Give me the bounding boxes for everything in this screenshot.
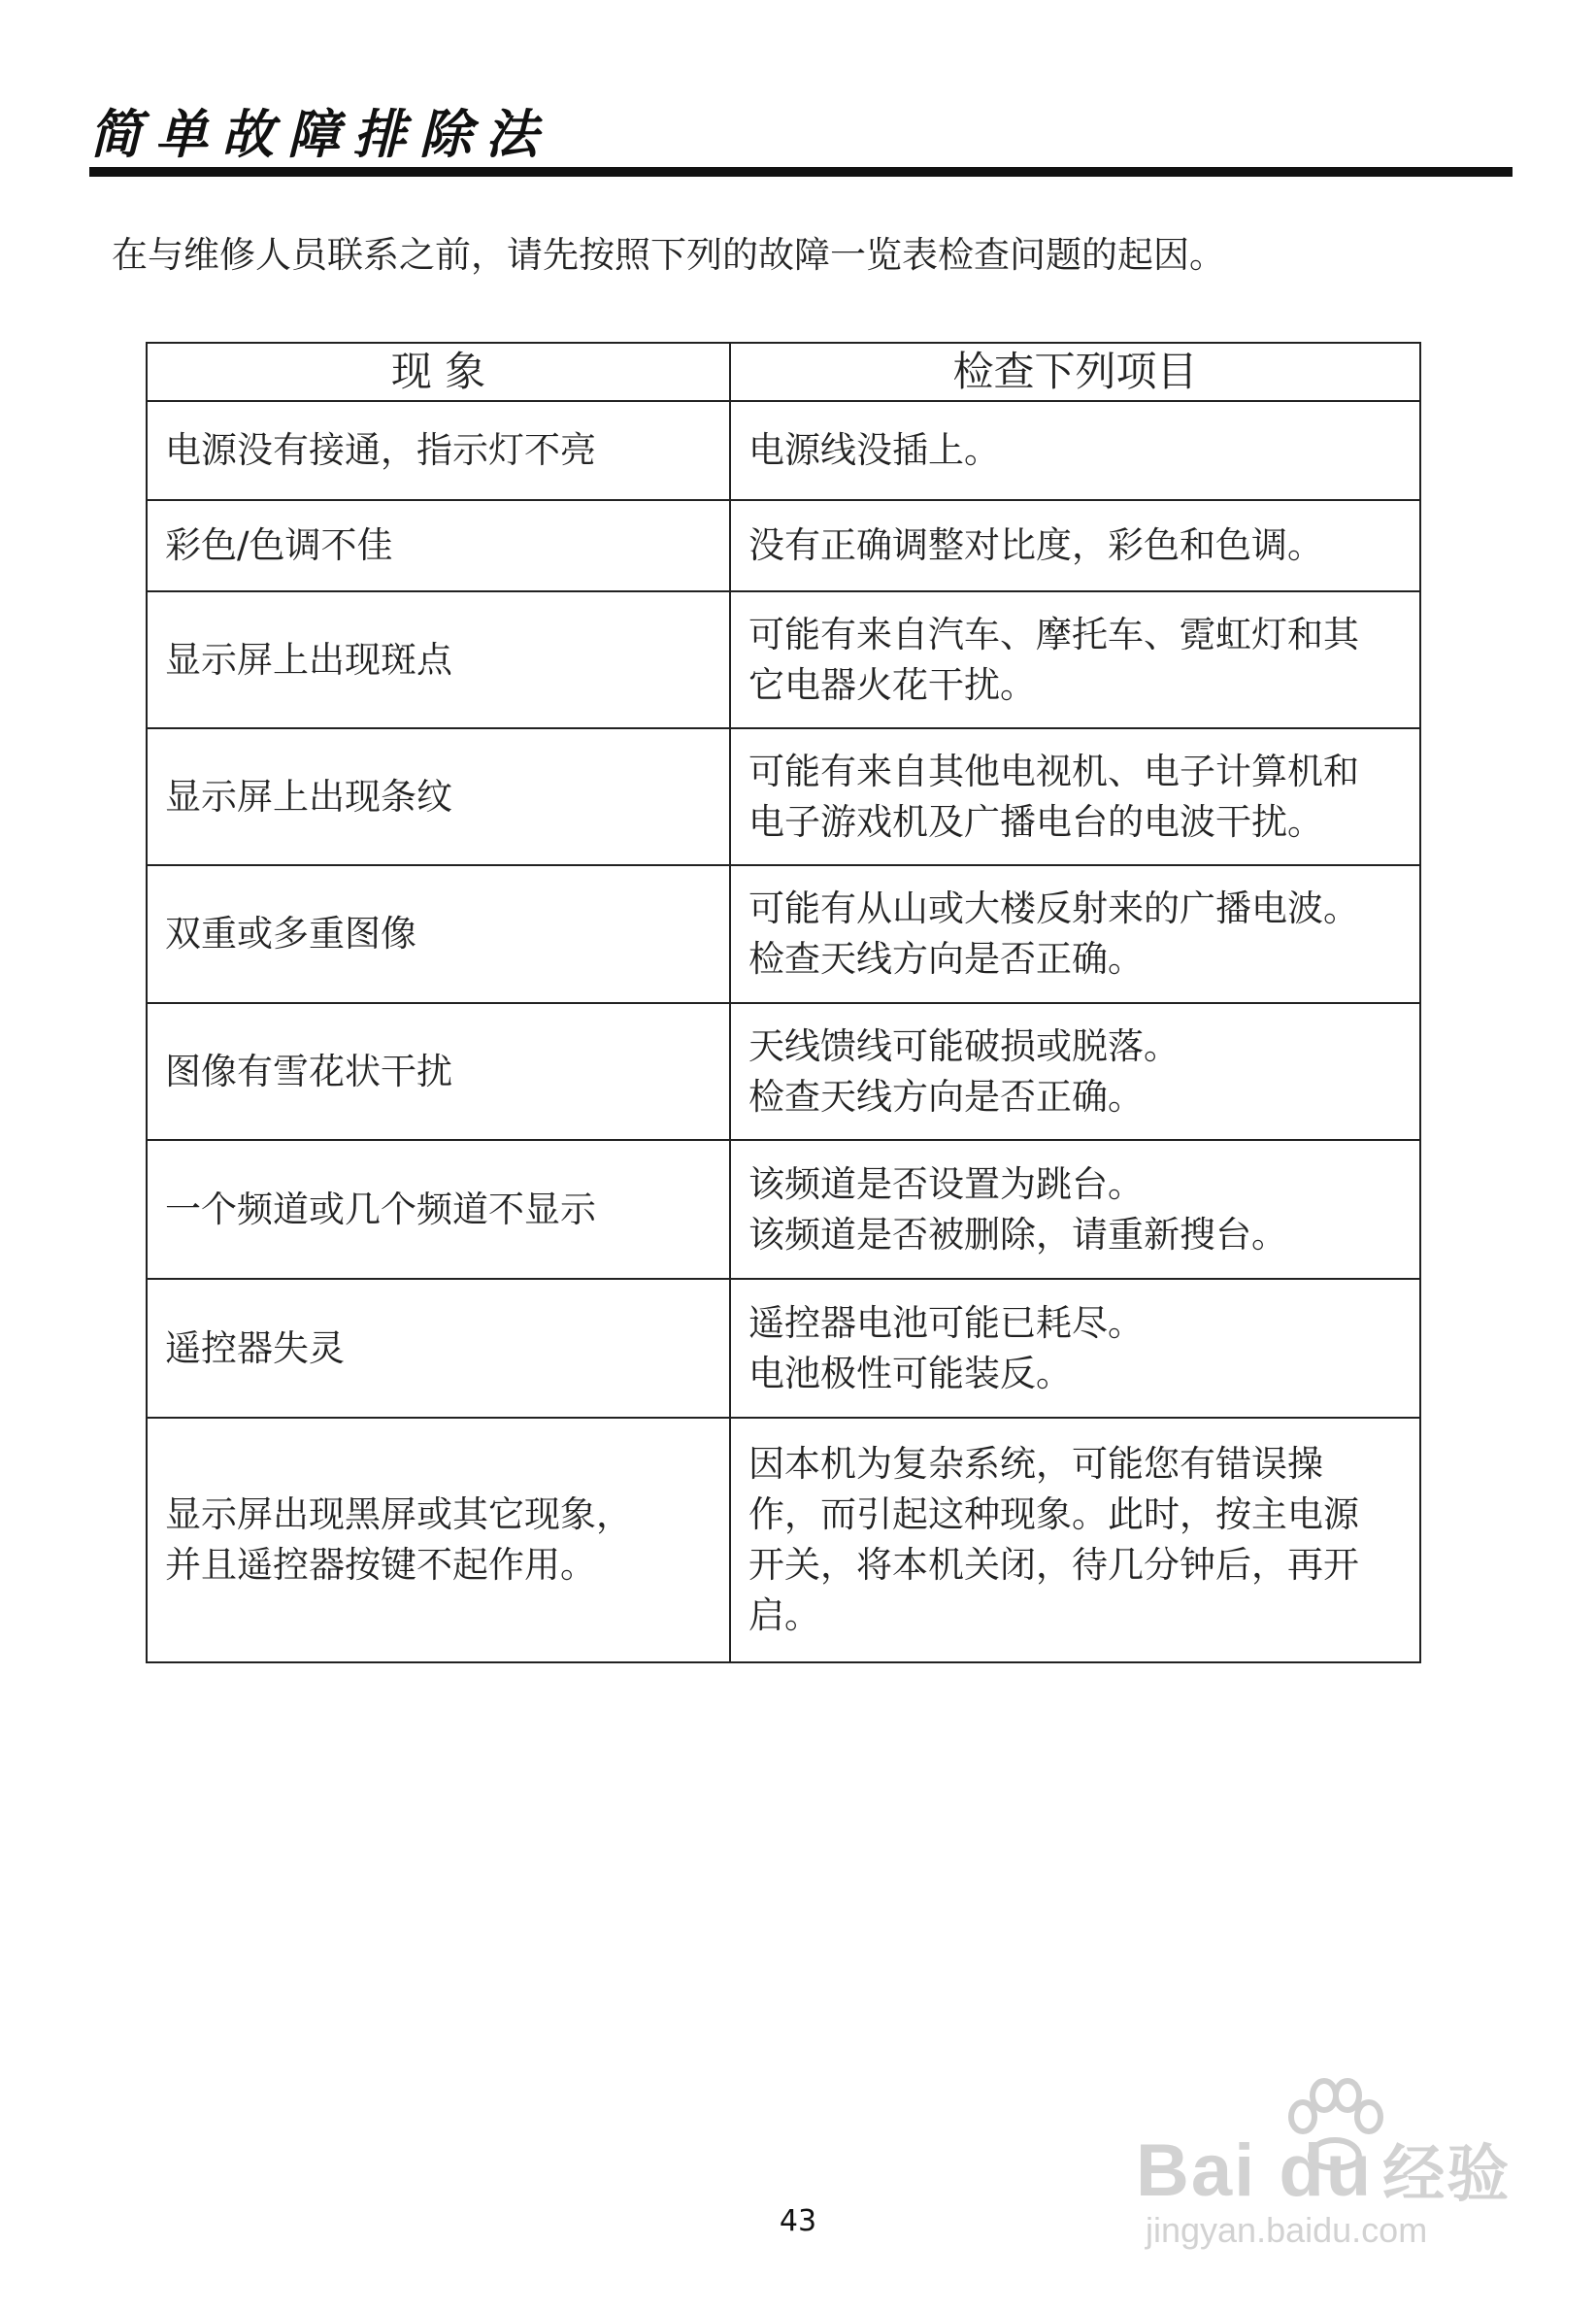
table-row <box>147 728 1420 865</box>
watermark-brand-name: Bai du <box>1136 2129 1374 2212</box>
header-check-items: 检查下列项目 <box>730 343 1420 401</box>
symptom-cell: 双重或多重图像 <box>147 865 730 1003</box>
table-row <box>147 401 1420 500</box>
intro-text: 在与维修人员联系之前，请先按照下列的故障一览表检查问题的起因。 <box>112 234 1225 276</box>
page-title: 简单故障排除法 <box>89 103 551 165</box>
symptom-cell: 显示屏上出现条纹 <box>147 728 730 865</box>
check-cell: 因本机为复杂系统，可能您有错误操 作，而引起这种现象。此时，按主电源 开关，将本机关闭，待几分钟后，再开 启。 <box>730 1418 1420 1662</box>
symptom-cell: 图像有雪花状干扰 <box>147 1003 730 1140</box>
symptom-cell: 显示屏上出现斑点 <box>147 591 730 728</box>
table-row <box>147 1140 1420 1279</box>
title-divider <box>89 167 1513 177</box>
check-cell: 该频道是否设置为跳台。 该频道是否被删除，请重新搜台。 <box>730 1140 1420 1279</box>
symptom-cell: 遥控器失灵 <box>147 1279 730 1418</box>
table-row <box>147 1003 1420 1140</box>
table-row <box>147 865 1420 1003</box>
check-cell: 电源线没插上。 <box>730 401 1420 500</box>
header-symptom: 现 象 <box>147 343 730 401</box>
symptom-cell: 电源没有接通，指示灯不亮 <box>147 401 730 500</box>
symptom-cell: 一个频道或几个频道不显示 <box>147 1140 730 1279</box>
table-header-row <box>147 343 1420 401</box>
check-cell: 遥控器电池可能已耗尽。 电池极性可能装反。 <box>730 1279 1420 1418</box>
symptom-cell: 彩色/色调不佳 <box>147 500 730 591</box>
table-row <box>147 500 1420 591</box>
check-cell: 没有正确调整对比度，彩色和色调。 <box>730 500 1420 591</box>
watermark-brand <box>1136 2125 1511 2214</box>
check-cell: 可能有来自其他电视机、电子计算机和 电子游戏机及广播电台的电波干扰。 <box>730 728 1420 865</box>
check-cell: 天线馈线可能破损或脱落。 检查天线方向是否正确。 <box>730 1003 1420 1140</box>
symptom-cell: 显示屏出现黑屏或其它现象， 并且遥控器按键不起作用。 <box>147 1418 730 1662</box>
watermark-product: 经验 <box>1382 2139 1512 2209</box>
troubleshooting-table <box>146 342 1421 1663</box>
page-number: 43 <box>779 2204 817 2238</box>
table-row <box>147 1279 1420 1418</box>
table-row <box>147 591 1420 728</box>
table-row <box>147 1418 1420 1662</box>
check-cell: 可能有来自汽车、摩托车、霓虹灯和其 它电器火花干扰。 <box>730 591 1420 728</box>
check-cell: 可能有从山或大楼反射来的广播电波。 检查天线方向是否正确。 <box>730 865 1420 1003</box>
watermark-url: jingyan.baidu.com <box>1146 2210 1428 2250</box>
